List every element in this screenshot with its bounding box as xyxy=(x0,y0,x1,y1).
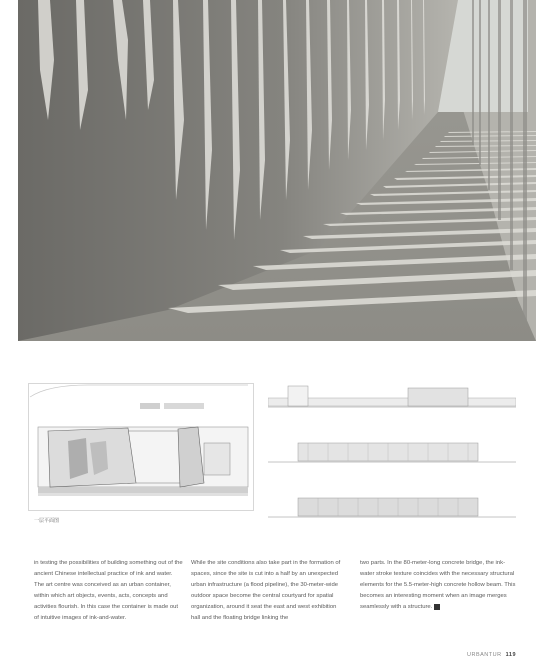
end-mark-icon xyxy=(434,604,440,610)
body-column-3 xyxy=(360,558,518,613)
floor-plan-caption: 一层平面图 xyxy=(34,518,60,524)
elevation-drawing-2 xyxy=(268,435,516,475)
elevation-drawing-3 xyxy=(268,490,516,530)
body-column-1: in testing the possibilities of building something out of the ancient Chinese intellectual practice of ink and water. The art centre was conceived as an urban container, within which art objects, events, acts, concepts and activities flourish. In this case the container is made out of intuitive images of ink-and-water. xyxy=(34,560,183,622)
corridor-photo-graphic xyxy=(18,0,536,341)
page-footer xyxy=(467,652,516,658)
body-column-3-text: two parts. In the 80-meter-long concrete bridge, the ink-water stroke texture coincides with the necessary structural elements for the 5.5-meter-high concrete hollow beam. This becomes an interesting moment when an image merges seamlessly with a structure. xyxy=(360,560,516,611)
page-number: 119 xyxy=(505,652,516,658)
magazine-name: URBANTUR xyxy=(467,652,502,658)
hero-photo xyxy=(18,0,536,341)
floor-plan-drawing xyxy=(28,383,254,511)
body-column-2: While the site conditions also take part in the formation of spaces, since the site is cut into a half by an unexpected urban infrastructure (a flood pipeline), the 30-meter-wide outdoor space become the central courtyard for spatial organization, around it seat the east and west exhibition hall and the floating bridge linking the xyxy=(191,560,341,622)
elevation-drawing-1 xyxy=(268,380,516,420)
